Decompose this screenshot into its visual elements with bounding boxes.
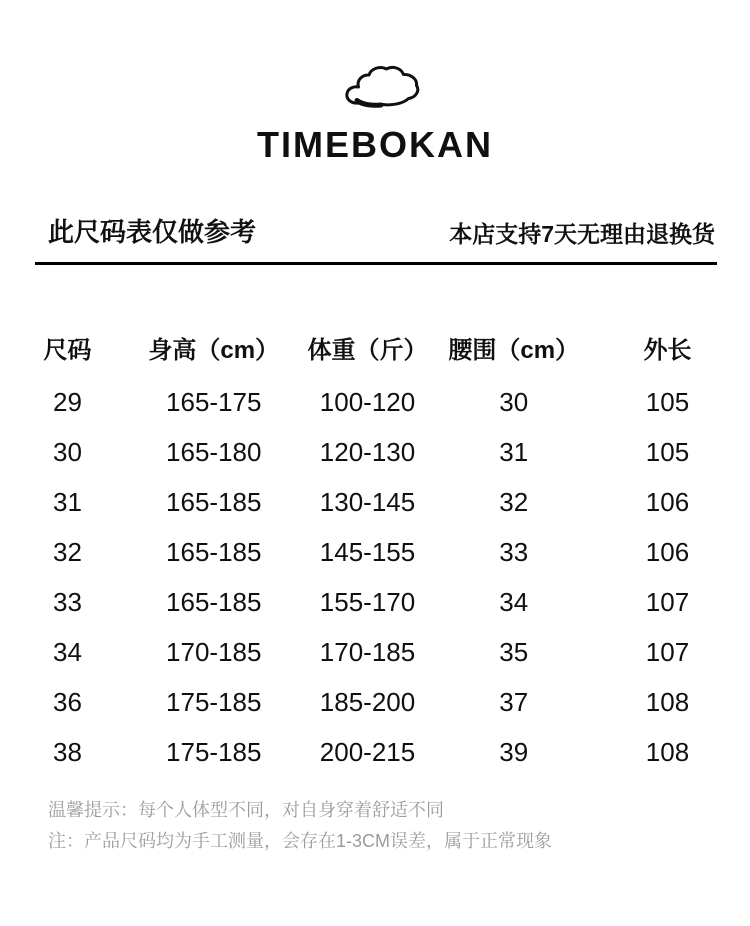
table-cell: 155-170	[319, 586, 416, 617]
table-cell: 34	[499, 586, 529, 617]
table-cell: 105	[645, 436, 690, 467]
table-cell: 33	[53, 586, 82, 617]
column-header: 身高（cm）	[148, 336, 280, 364]
table-cell: 165-175	[166, 386, 262, 417]
note-measurement: 注：产品尺码均为手工测量，会存在1-3CM误差，属于正常现象	[48, 831, 553, 851]
column-header: 腰围（cm）	[448, 336, 580, 364]
size-table	[0, 317, 750, 777]
table-cell: 36	[53, 686, 82, 717]
table-cell: 170-185	[166, 636, 262, 667]
column-header: 尺码	[43, 336, 92, 364]
table-row	[0, 477, 750, 527]
table-row	[0, 527, 750, 577]
table-cell: 32	[499, 486, 529, 517]
table-cell: 130-145	[319, 486, 416, 517]
table-cell: 108	[645, 736, 690, 767]
table-cell: 31	[499, 436, 529, 467]
table-cell: 37	[499, 686, 529, 717]
table-cell: 100-120	[319, 386, 416, 417]
size-table-body	[0, 377, 750, 777]
table-cell: 106	[645, 486, 690, 517]
table-cell: 165-185	[166, 486, 262, 517]
table-row	[0, 377, 750, 427]
table-cell: 165-185	[166, 586, 262, 617]
table-cell: 33	[499, 536, 529, 567]
table-cell: 107	[645, 636, 690, 667]
table-cell: 38	[53, 736, 82, 767]
table-cell: 108	[645, 686, 690, 717]
table-cell: 185-200	[319, 686, 416, 717]
column-header: 外长	[643, 336, 692, 364]
table-cell: 170-185	[319, 636, 416, 667]
table-cell: 39	[499, 736, 529, 767]
table-row	[0, 577, 750, 627]
table-cell: 107	[645, 586, 690, 617]
table-caption-bar	[35, 212, 717, 265]
table-cell: 105	[645, 386, 690, 417]
table-cell: 35	[499, 636, 529, 667]
size-table-header-row	[0, 317, 750, 377]
table-cell: 31	[53, 486, 82, 517]
table-cell: 200-215	[319, 736, 416, 767]
brand-header	[0, 0, 750, 166]
footnotes	[48, 795, 715, 857]
table-cell: 165-180	[166, 436, 262, 467]
table-cell: 175-185	[166, 736, 262, 767]
size-chart-disclaimer: 此尺码表仅做参考	[48, 217, 257, 247]
table-row	[0, 677, 750, 727]
table-row	[0, 627, 750, 677]
table-cell: 165-185	[166, 536, 262, 567]
table-cell: 175-185	[166, 686, 262, 717]
table-cell: 30	[499, 386, 529, 417]
table-cell: 30	[53, 436, 82, 467]
note-tip: 温馨提示：每个人体型不同，对自身穿着舒适不同	[48, 800, 444, 820]
table-row	[0, 427, 750, 477]
table-cell: 145-155	[319, 536, 416, 567]
table-cell: 120-130	[319, 436, 416, 467]
cloud-logo-icon	[0, 64, 750, 112]
return-policy-note: 本店支持7天无理由退换货	[449, 221, 715, 247]
table-row	[0, 727, 750, 777]
table-cell: 32	[53, 536, 82, 567]
brand-name: TIMEBOKAN	[257, 124, 493, 165]
table-cell: 29	[53, 386, 82, 417]
table-cell: 106	[645, 536, 690, 567]
column-header: 体重（斤）	[307, 336, 428, 364]
table-cell: 34	[53, 636, 82, 667]
